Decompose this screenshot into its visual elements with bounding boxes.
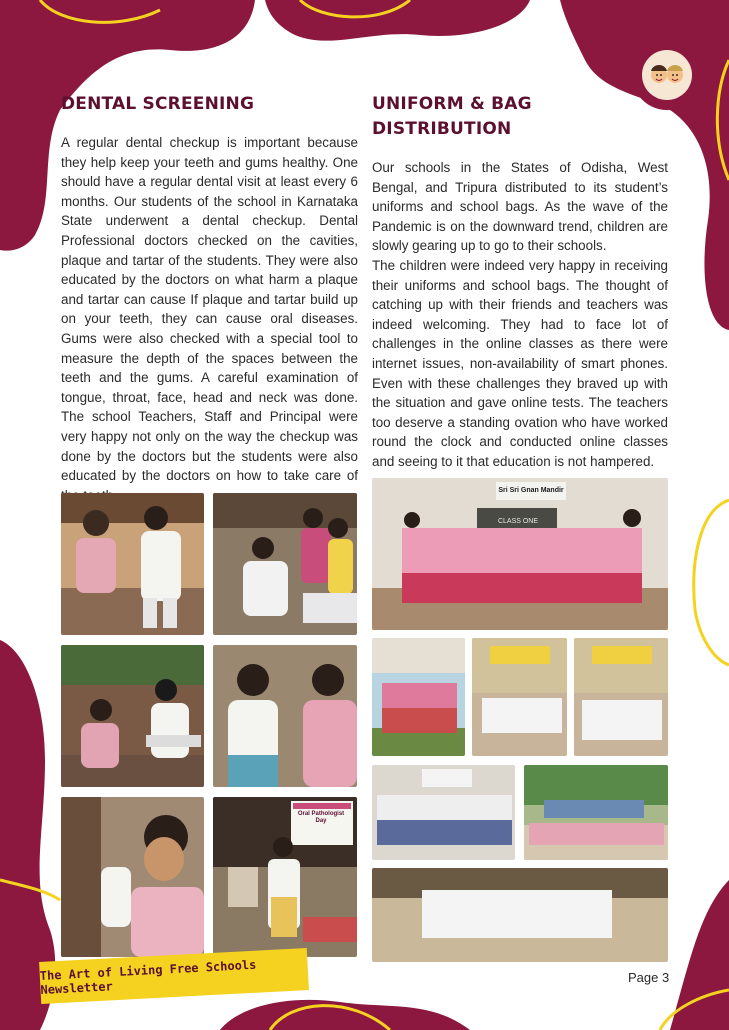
- photo-uniform-5: [372, 765, 515, 860]
- dental-section: [61, 92, 358, 505]
- dental-heading: DENTAL SCREENING: [61, 94, 255, 114]
- poster-title: Oral Pathologist Day: [297, 811, 345, 824]
- uniform-section: [372, 92, 668, 472]
- yellow-curve-right: [694, 500, 729, 665]
- uniform-body-2: The children were indeed very happy in receiving their uniforms and school bags. The thought of catching up with their friends and teachers was indeed welcoming. They had to face lot of challenges in the online classes as there were internet issues, non-availability of smart phones. Even with these challenges they braved up with the situation and gave online tests. The teachers too deserve a standing ovation who have worked round the clock and conducted online classes and seeing to it that education is not hampered.: [372, 257, 668, 469]
- school-banner-sign: Sri Sri Gnan Mandir: [496, 482, 566, 500]
- bottom-right-blob: [670, 880, 729, 1030]
- students-row: [402, 528, 642, 603]
- photo-uniform-2: [372, 638, 465, 756]
- class-board-text: CLASS ONE: [497, 518, 539, 525]
- dental-body: A regular dental checkup is important because they help keep your teeth and gums healthy. One should have a regular dental visit at least every 6 months. Our students of the school in Karnataka State underwent a dental checkup. Dental Professional doctors checked on the cavities, plaque and tartar of the students. They were also educated by the doctors on what harm a plaque and tartar can cause If plaque and tartar build up on your teeth, they can cause oral diseases. Gums were also checked with a special tool to measure the depth of the spaces between the teeth and the gums. A careful examination of tongue, throat, face, head and neck was done. The school Teachers, Staff and Principal were very happy not only on the way the checkup was done by the doctors but the students were also educated by the doctors on how to take care of: [61, 135, 358, 484]
- top-center-blob: [265, 0, 530, 41]
- photo-dental-checkup-2: [213, 493, 357, 635]
- school-logo: [630, 38, 704, 112]
- page-number: Page 3: [628, 970, 670, 985]
- newsletter-title: The Art of Living Free Schools Newsletter: [39, 957, 257, 997]
- photo-oral-pathologist-day: [213, 797, 357, 957]
- photo-uniform-4: [574, 638, 668, 756]
- photo-uniform-class-one: [372, 478, 668, 630]
- uniform-heading: UNIFORM & BAG DISTRIBUTION: [372, 94, 532, 139]
- uniform-body-1: Our schools in the States of Odisha, West Bengal, and Tripura distributed to its student’s uniforms and school bags. As the wave of the Pandemic is on the downward trend, children are slowly gearing up to go to their schools.: [372, 160, 668, 254]
- photo-uniform-7: [372, 868, 668, 962]
- photo-dental-checkup-3: [61, 645, 204, 787]
- photo-dental-checkup-4: [213, 645, 357, 787]
- bottom-center-blob: [220, 1000, 470, 1030]
- photo-dental-checkup-1: [61, 493, 204, 635]
- photo-uniform-6: [524, 765, 668, 860]
- photo-dental-checkup-5: [61, 797, 204, 957]
- photo-uniform-3: [472, 638, 567, 756]
